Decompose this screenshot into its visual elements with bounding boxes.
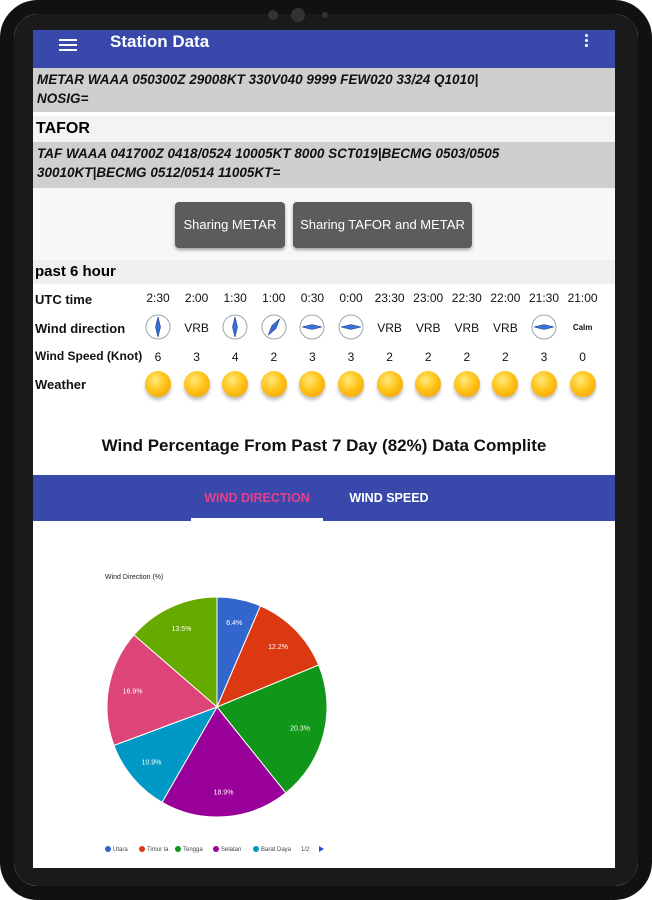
- compass-icon: [338, 314, 364, 340]
- legend-marker: [213, 846, 219, 852]
- sunny-icon: [492, 371, 518, 397]
- utc-time-cell: 21:30: [528, 291, 560, 305]
- wind-speed-cell: 0: [579, 350, 586, 364]
- tafor-text: [33, 142, 615, 188]
- pie-slice-label: 12.2%: [268, 643, 289, 651]
- sunny-icon: [377, 371, 403, 397]
- legend-label: Selatan: [221, 847, 242, 853]
- wind-speed-cell: 3: [540, 350, 548, 364]
- chart-tab-bar: [33, 475, 615, 521]
- utc-time-cell: 21:00: [567, 291, 598, 305]
- pie-slice-label: 16.9%: [122, 688, 143, 696]
- tafor-line-2: 30010KT|BECMG 0512/0514 11005KT=: [37, 165, 281, 180]
- app-bar: [33, 30, 615, 68]
- share-metar-button[interactable]: Sharing METAR: [175, 202, 285, 248]
- sunny-icon: [415, 371, 441, 397]
- legend-label: Utara: [113, 847, 128, 853]
- pie-chart-svg: [33, 521, 615, 868]
- wind-speed-label: Wind Speed (Knot): [35, 349, 143, 363]
- wind-direction-text: VRB: [493, 321, 518, 335]
- utc-time-label: UTC time: [35, 292, 93, 307]
- pie-slice-label: 20.3%: [290, 725, 311, 733]
- wind-direction-text: VRB: [454, 321, 480, 335]
- wind-speed-cell: 2: [463, 350, 471, 364]
- legend-page-indicator: 1/2: [301, 847, 310, 853]
- sunny-icon: [338, 371, 364, 397]
- utc-time-cell: 23:30: [374, 291, 405, 305]
- metar-line-2: NOSIG=: [37, 91, 89, 106]
- compass-icon: [531, 314, 557, 340]
- legend-next-arrow-icon[interactable]: [319, 846, 324, 852]
- wind-direction-text: Calm: [572, 323, 593, 332]
- utc-time-cell: 1:00: [262, 291, 286, 305]
- tafor-title: TAFOR: [33, 116, 615, 142]
- wind-percentage-title: Wind Percentage From Past 7 Day (82%) Data Complite: [101, 436, 547, 455]
- tafor-line-1: TAF WAAA 041700Z 0418/0524 10005KT 8000 SCT019|BECMG 0503/0505: [37, 146, 500, 161]
- utc-time-cell: 23:00: [413, 291, 444, 305]
- wind-direction-text: VRB: [377, 321, 402, 335]
- sunny-icon: [145, 371, 171, 397]
- legend-label: Barat Daya: [261, 847, 292, 853]
- compass-icon: [261, 314, 287, 340]
- pie-slice-label: 10.9%: [141, 759, 162, 767]
- legend-marker: [139, 846, 145, 852]
- metar-line-1: METAR WAAA 050300Z 29008KT 330V040 9999 FEW020 33/24 Q1010|: [37, 72, 479, 87]
- utc-time-cell: 22:00: [490, 291, 521, 305]
- sunny-icon: [299, 371, 325, 397]
- wind-direction-chart: [33, 521, 615, 868]
- wind-direction-label: Wind direction: [35, 321, 126, 336]
- metar-text: [33, 68, 615, 112]
- wind-speed-cell: 2: [386, 350, 393, 364]
- legend-marker: [253, 846, 259, 852]
- sunny-icon: [222, 371, 248, 397]
- wind-speed-cell: 3: [193, 350, 200, 364]
- compass-icon: [299, 314, 325, 340]
- utc-time-cell: 0:30: [300, 291, 325, 305]
- sunny-icon: [570, 371, 596, 397]
- tab-wind-direction[interactable]: WIND DIRECTION: [204, 491, 310, 505]
- pie-slice-label: 13.5%: [171, 625, 192, 633]
- sunny-icon: [184, 371, 210, 397]
- wind-direction-text: VRB: [415, 321, 441, 335]
- legend-label: Timur la: [147, 847, 169, 853]
- wind-speed-cell: 4: [231, 350, 239, 364]
- tab-wind-speed[interactable]: WIND SPEED: [349, 491, 429, 505]
- more-vertical-icon[interactable]: [585, 34, 589, 48]
- legend-label: Tengga: [183, 847, 203, 853]
- pie-slice-label: 6.4%: [226, 619, 243, 627]
- wind-speed-cell: 2: [502, 350, 509, 364]
- legend-marker: [175, 846, 181, 852]
- pie-slice-label: 18.9%: [213, 789, 234, 797]
- sunny-icon: [531, 371, 557, 397]
- utc-time-cell: 2:30: [146, 291, 170, 305]
- utc-time-cell: 22:30: [451, 291, 482, 305]
- compass-icon: [222, 314, 248, 340]
- share-tafor-metar-button[interactable]: Sharing TAFOR and METAR: [293, 202, 472, 248]
- wind-speed-cell: 2: [270, 350, 278, 364]
- wind-direction-text: VRB: [184, 321, 209, 335]
- sunny-icon: [454, 371, 480, 397]
- wind-speed-cell: 3: [309, 350, 316, 364]
- utc-time-cell: 1:30: [223, 291, 247, 305]
- wind-speed-cell: 3: [347, 350, 355, 364]
- past-6-hour-title: past 6 hour: [33, 260, 615, 284]
- utc-time-cell: 2:00: [184, 291, 209, 305]
- sunny-icon: [261, 371, 287, 397]
- sensor-dot: [268, 10, 278, 20]
- wind-speed-cell: 2: [424, 350, 432, 364]
- hamburger-icon[interactable]: [59, 39, 77, 53]
- sensor-dot: [322, 12, 328, 18]
- app-screen: [33, 30, 615, 868]
- app-title: Station Data: [110, 32, 210, 51]
- camera-lens: [291, 8, 305, 22]
- compass-icon: [145, 314, 171, 340]
- legend-marker: [105, 846, 111, 852]
- wind-speed-cell: 6: [154, 350, 162, 364]
- chart-title: Wind Direction (%): [105, 574, 164, 581]
- weather-label: Weather: [35, 377, 87, 392]
- utc-time-cell: 0:00: [339, 291, 363, 305]
